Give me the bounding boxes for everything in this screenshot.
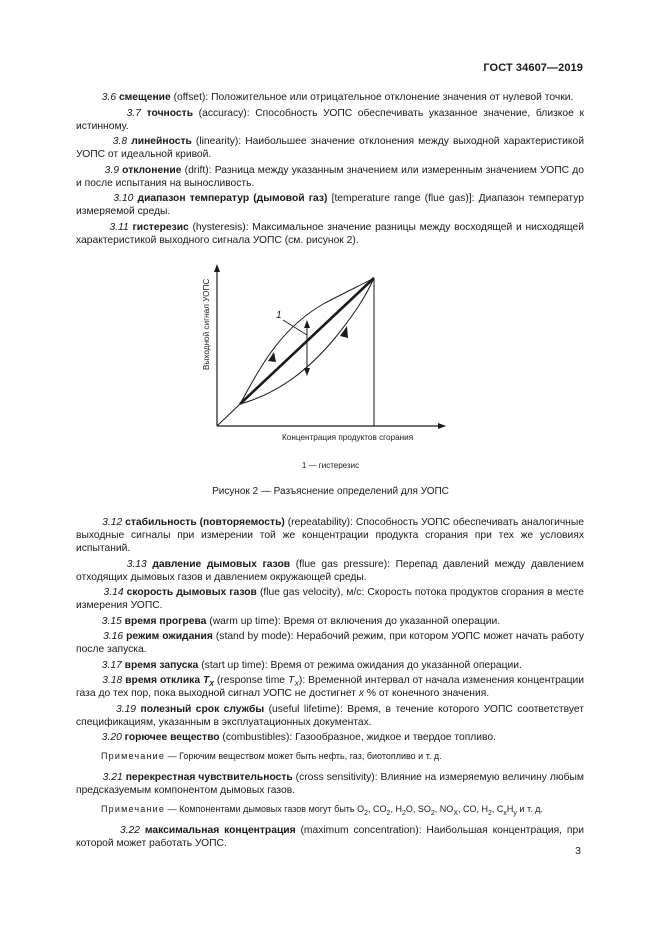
y-axis-label: Выходной сигнал УОПС	[202, 278, 211, 370]
definition-3-9: 3.9 отклонение (drift): Разница между указанным значением или измеренным значением УОПС до и после испытания на выносливость.	[76, 164, 584, 189]
definition-3-14: 3.14 скорость дымовых газов (flue gas velocity), м/с: Скорость потока продуктов сгорания в месте измерения УОПС.	[76, 587, 584, 611]
definition-3-13: 3.13 давление дымовых газов (flue gas pressure): Перепад давлений между давлением отходящих дымовых газов и давлением окружающей среды.	[76, 558, 584, 583]
y-axis-arrow-icon	[214, 264, 220, 272]
x-axis-arrow-icon	[438, 423, 446, 429]
definition-3-18: 3.18 время отклика $T_X$ (response time $T_X$): Временной интервал от начала изменения концентрации газа до тех пор, пока выходной сигнал УОПС не достигнет x % от конечного значения.	[76, 675, 584, 699]
hysteresis-arrow-up-icon	[304, 320, 310, 328]
marker-label: 1	[276, 310, 282, 321]
note-combustibles: Примечание — Горючим веществом может быть нефть, газ, биотопливо и т. д.	[101, 751, 442, 761]
hysteresis-figure	[190, 258, 450, 458]
definition-3-15: 3.15 время прогрева (warm up time): Время от включения до указанной операции.	[101, 615, 501, 627]
definition-3-19: 3.19 полезный срок службы (useful lifetime): Время, в течение которого УОПС соответствует спецификациям, указанным в эксплуатационных документах.	[76, 703, 585, 728]
definition-3-6: 3.6 смещение (offset): Положительное или отрицательное отклонение значения от нулевой точки.	[101, 92, 574, 103]
figure-caption: Рисунок 2 — Разъяснение определений для УОПС	[212, 486, 449, 497]
definitions-block-1	[76, 91, 584, 249]
figure-key: 1 — гистерезис	[301, 461, 360, 470]
definition-3-12: 3.12 стабильность (повторяемость) (repeatability): Способность УОПС обеспечивать аналогичные выходные сигналы при измерении той же концентрации продукта сгорания при тех же условиях испытаний.	[76, 517, 584, 554]
descending-direction-arrow-icon	[268, 352, 276, 362]
definition-3-7: 3.7 точность (accuracy): Способность УОПС обеспечивать указанное значение, близкое к истинному.	[76, 107, 584, 132]
definition-3-11: 3.11 гистерезис (hysteresis): Максимальное значение разницы между восходящей и нисходящей характеристикой выходного сигнала УОПС (см. рисунок 2).	[76, 221, 584, 246]
ascending-direction-arrow-icon	[340, 326, 348, 338]
x-axis-label: Концентрация продуктов сгорания	[282, 433, 414, 442]
definitions-block-2	[76, 516, 584, 853]
lead-in-line	[217, 404, 240, 426]
definition-3-20: 3.20 горючее вещество (combustibles): Газообразное, жидкое и твердое топливо.	[101, 732, 496, 743]
hysteresis-arrow-down-icon	[304, 368, 310, 376]
definition-3-8: 3.8 линейность (linearity): Наибольшее значение отклонения между выходной характеристикой УОПС от идеальной кривой.	[76, 136, 584, 160]
document-code: ГОСТ 34607—2019	[483, 62, 583, 74]
definition-3-10: 3.10 диапазон температур (дымовой газ) [temperature range (flue gas)]: Диапазон температур измеряемой среды.	[76, 193, 584, 217]
page-number: 3	[575, 845, 581, 857]
definition-3-16: 3.16 режим ожидания (stand by mode): Нерабочий режим, при котором УОПС может начать работу после запуска.	[76, 631, 585, 655]
definition-3-22: 3.22 максимальная концентрация (maximum concentration): Наибольшая концентрация, при которой может работать УОПС.	[76, 825, 584, 849]
definition-3-17: 3.17 время запуска (start up time): Время от режима ожидания до указанной операции.	[101, 659, 522, 671]
note-flue-gas-components: Примечание — Компонентами дымовых газов могут быть $O_2$, $CO_2$, $H_2O$, $SO_2$, $NO_X$, CO, $H_2$, $C_xH_y$ и т. д.	[101, 804, 543, 817]
definition-3-21: 3.21 перекрестная чувствительность (cross sensitivity): Влияние на измеряемую величину любым предсказуемым компонентом дымовых газов.	[76, 772, 584, 796]
